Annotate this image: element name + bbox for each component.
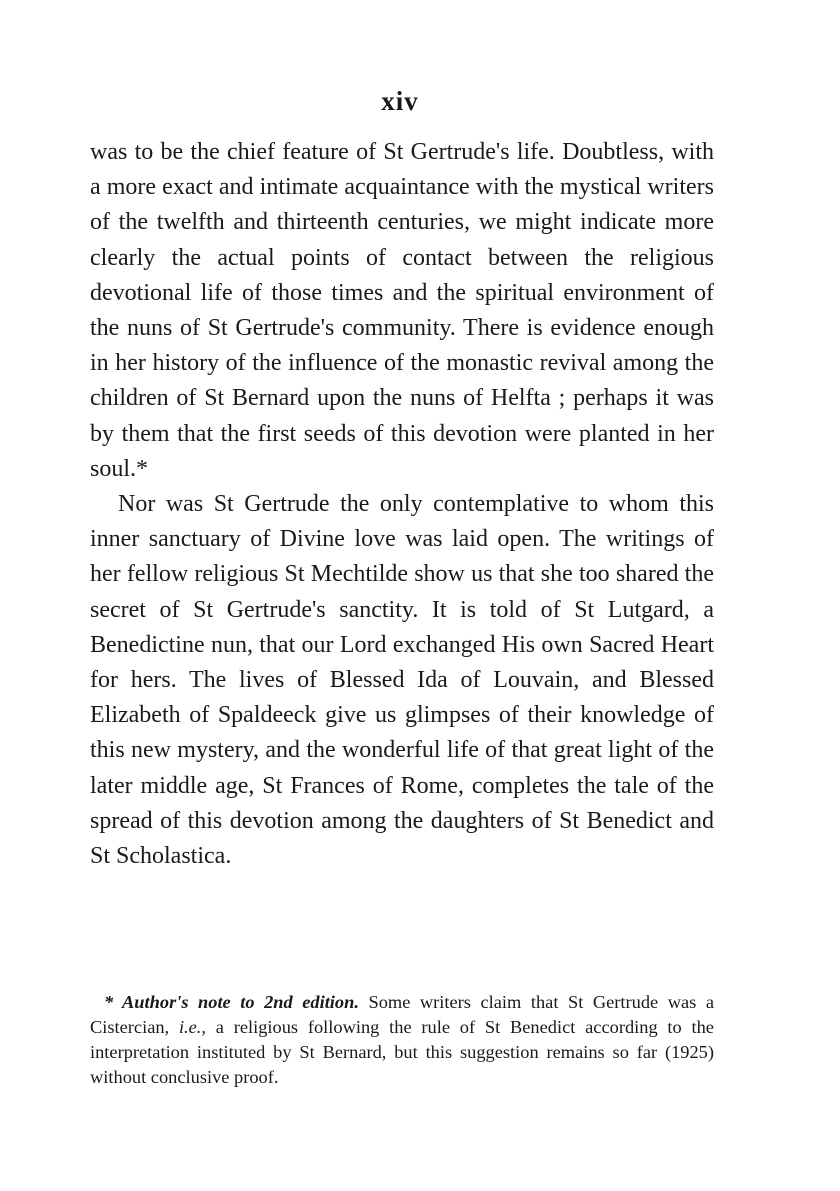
- paragraph: Nor was St Gertrude the only contemplative to whom this inner sanctuary of Divine love was laid open. The writings of her fellow religious St Mechtilde show us that she too shared the secret of St Gertrude's sanctity. It is told of St Lutgard, a Benedictine nun, that our Lord exchanged His own Sacred Heart for hers. The lives of Blessed Ida of Louvain, and Blessed Elizabeth of Spaldeeck give us glimpses of their knowledge of this new mystery, and the wonderful life of that great light of the later middle age, St Frances of Rome, completes the tale of the spread of this devotion among the daughters of St Benedict and St Scholastica.: [90, 491, 714, 870]
- paragraph-continued: was to be the chief feature of St Gertrude's life. Doubtless, with a more exact and intimate acquaintance with the mystical writers of the twelfth and thirteenth centuries, we might indicate more clearly the actual points of contact between the religious devotional life of those times and the spiritual environment of the nuns of St Gertrude's community. There is evidence enough in her history of the influence of the monastic revival among the children of St Bernard upon the nuns of Helfta ; perhaps it was by them that the first seeds of this devotion were planted in her soul.*: [90, 139, 714, 482]
- footnote-text-before: Some writers claim that St Gertrude was a Cistercian,: [90, 992, 715, 1037]
- page-number: xiv: [381, 86, 419, 116]
- footnote-marker-lead: * Author's note to 2nd edition.: [104, 992, 359, 1012]
- body-text: [90, 135, 714, 874]
- footnote-text-after: , a religious following the rule of St Benedict according to the interpretation instituted by St Bernard, but this suggestion remains so far (1925) without conclusive proof.: [90, 1017, 714, 1087]
- footnote: [90, 990, 714, 1090]
- footnote-emphasis: i.e.: [178, 1017, 202, 1037]
